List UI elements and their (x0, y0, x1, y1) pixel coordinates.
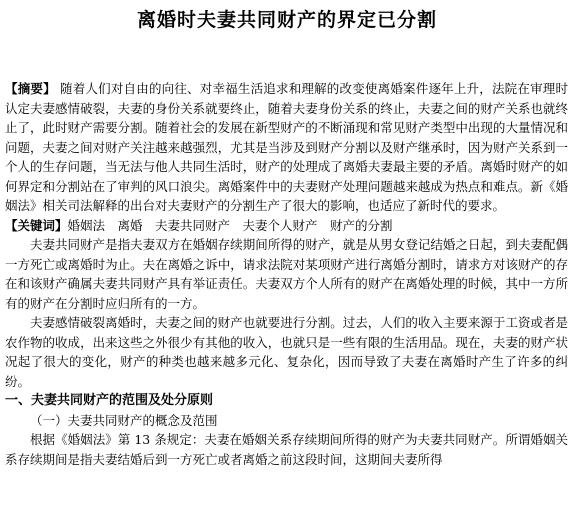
subsection-heading: （一）夫妻共同财产的概念及范围 (30, 412, 218, 428)
body-paragraph-3: 根据《婚姻法》第 13 条规定：夫妻在婚姻关系存续期间所得的财产为夫妻共同财产。所谓婚姻关系存续期间是指夫妻结婚后到一方死亡或者离婚之前这段时间，这期间夫妻所得 (5, 432, 568, 467)
body-paragraph-1: 夫妻共同财产是指夫妻双方在婚姻存续期间所得的财产，就是从男女登记结婚之日起，到夫妻配偶一方死亡或离婚时为止。夫在离婚之诉中，请求法院对某项财产进行离婚分割时，请求方对该财产的存在和该财产确属夫妻共同财产具有举证责任。夫妻双方个人所有的财产在离婚处理的时候，其中一方所有的财产在分割时应归所有的一方。 (5, 237, 568, 311)
abstract-label: 【摘要】 (5, 81, 56, 96)
section-heading: 一、夫妻共同财产的范围及处分原则 (5, 393, 214, 408)
abstract-text: 随着人们对自由的向往、对幸福生活追求和理解的改变使离婚案件逐年上升，法院在审理时认定夫妻感情破裂，夫妻的身份关系就要终止，随着夫妻身份关系的终止，夫妻之间的财产关系也就终止了，此时财产需要分割。随着社会的发展在新型财产的不断涌现和常见财产类型中出现的大量情况和问题，夫妻之间对财产关注越来越强烈，尤其是当涉及到财产分割以及财产继承时，因为财产关系到一个人的生存问题，当无法与他人共同生活时，财产的处理成了离婚夫妻最主要的矛盾。离婚时财产的如何界定和分割站在了审判的风口浪尖。离婚案件中的夫妻财产处理问题越来越成为热点和难点。新《婚姻法》相关司法解释的出台对夫妻财产的分割生产了很大的影响，也适应了新时代的要求。 (5, 81, 568, 213)
abstract-paragraph (5, 79, 568, 216)
keywords-label: 【关键词】 (5, 217, 68, 233)
body-paragraph-2: 夫妻感情破裂离婚时，夫妻之间的财产也就要进行分割。过去，人们的收入主要来源于工资或者是农作物的收成，出来这些之外很少有其他的收入，也就只是一些有限的生活用品。现在，夫妻的财产状况起了很大的变化，财产的种类也越来越多元化、复杂化，因而导致了夫妻在离婚时产生了许多的纠纷。 (5, 315, 568, 389)
document-title: 离婚时夫妻共同财产的界定已分割 (136, 9, 437, 31)
document-body (5, 79, 568, 469)
keywords-paragraph (5, 216, 568, 236)
keywords-text: 婚姻法 离婚 夫妻共同财产 夫妻个人财产 财产的分割 (67, 217, 393, 233)
